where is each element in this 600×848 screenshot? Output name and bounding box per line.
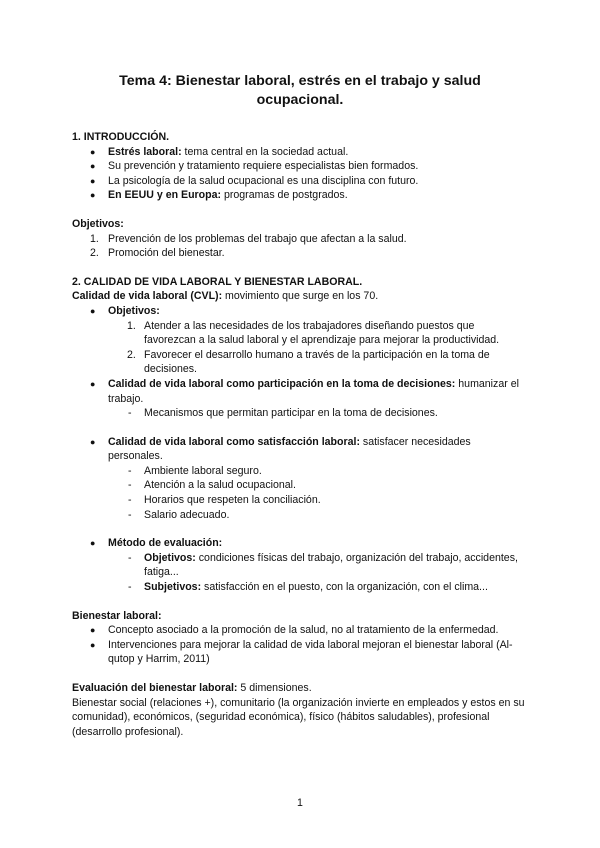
participation-list: [72, 377, 528, 421]
list-item: - Salario adecuado.: [128, 508, 230, 521]
wellbeing-list: [72, 623, 528, 667]
list-item: 2. Promoción del bienestar.: [90, 247, 225, 260]
list-item: ● Intervenciones para mejorar la calidad de vida laboral mejoran el bienestar laboral (Al-qutop y Harrim, 2011): [90, 638, 513, 666]
bullet-icon: ●: [90, 538, 96, 549]
bullet-icon: ●: [90, 305, 96, 316]
section-2-heading: 2. CALIDAD DE VIDA LABORAL Y BIENESTAR LABORAL.: [72, 275, 363, 288]
list-item: ● Su prevención y tratamiento requiere especialistas bien formados.: [90, 160, 419, 173]
list-item: ● Método de evaluación:: [90, 537, 223, 550]
section-1-heading: 1. INTRODUCCIÓN.: [72, 131, 170, 143]
cvl-list: [72, 304, 528, 319]
page-number: 1: [297, 797, 303, 809]
objectives-list: [72, 232, 528, 261]
list-item: - Atención a la salud ocupacional.: [128, 479, 296, 492]
list-item: ● Objetivos:: [90, 304, 160, 317]
list-item: 1. Atender a las necesidades de los trabajadores diseñando puestos que favorezcan a la salud laboral y el aprendizaje para mejorar la productividad.: [127, 319, 500, 347]
evaluation-heading: Evaluación del bienestar laboral: 5 dimensiones.: [72, 682, 312, 694]
cvl-objectives-list: [72, 319, 528, 377]
cvl-definition: Calidad de vida laboral (CVL): movimiento que surge en los 70.: [72, 290, 379, 303]
bullet-icon: ●: [90, 378, 96, 389]
bullet-icon: ●: [90, 639, 96, 650]
intro-list: [72, 145, 528, 203]
bullet-icon: ●: [90, 175, 96, 186]
list-item: ● Calidad de vida laboral como satisfacción laboral: satisfacer necesidades personales.: [90, 435, 471, 463]
evaluation-method-list: [72, 536, 528, 594]
list-item: - Ambiente laboral seguro.: [128, 464, 262, 477]
list-item: ● La psicología de la salud ocupacional es una disciplina con futuro.: [90, 174, 419, 187]
list-item: ● Estrés laboral: tema central en la sociedad actual.: [90, 145, 349, 158]
objectives-heading: Objetivos:: [72, 217, 124, 230]
list-item: - Objetivos: condiciones físicas del trabajo, organización del trabajo, accidentes, fatiga...: [128, 551, 518, 579]
bullet-icon: ●: [90, 146, 96, 157]
list-item: 2. Favorecer el desarrollo humano a través de la participación en la toma de decisiones.: [127, 348, 490, 376]
bullet-icon: ●: [90, 161, 96, 172]
list-item: ● Calidad de vida laboral como participación en la toma de decisiones: humanizar el trabajo.: [90, 377, 519, 405]
list-item: - Subjetivos: satisfacción en el puesto, con la organización, con el clima...: [128, 581, 488, 594]
satisfaction-list: [72, 435, 528, 523]
bullet-icon: ●: [90, 436, 96, 447]
wellbeing-heading: Bienestar laboral:: [72, 609, 162, 622]
evaluation-text: Bienestar social (relaciones +), comunitario (la organización invierte en empleados y estos en su comunidad), económicos, (seguridad económica), físico (hábitos saludables), profesional (desarrollo profesional).: [72, 696, 525, 738]
document-title: Tema 4: Bienestar laboral, estrés en el trabajo y salud ocupacional.: [119, 73, 481, 108]
list-item: ● Concepto asociado a la promoción de la salud, no al tratamiento de la enfermedad.: [90, 624, 499, 637]
list-item: 1. Prevención de los problemas del trabajo que afectan a la salud.: [90, 232, 407, 245]
list-item: - Horarios que respeten la conciliación.: [128, 494, 321, 507]
list-item: ● En EEUU y en Europa: programas de postgrados.: [90, 189, 348, 202]
bullet-icon: ●: [90, 190, 96, 201]
list-item: - Mecanismos que permitan participar en la toma de decisiones.: [128, 407, 438, 420]
bullet-icon: ●: [90, 625, 96, 636]
